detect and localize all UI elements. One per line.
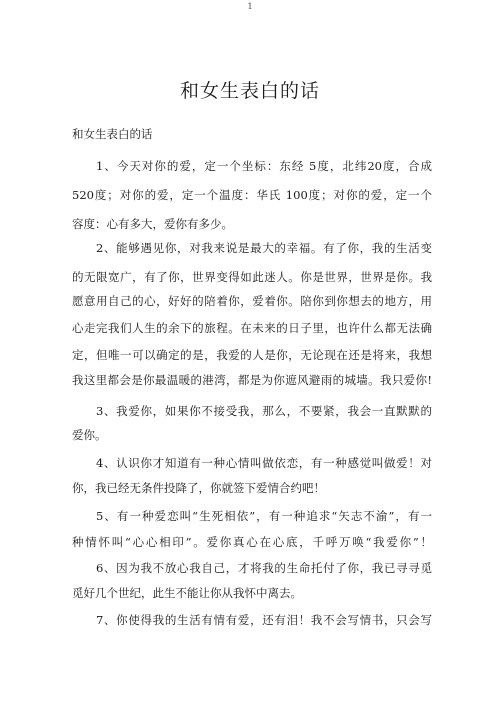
paragraph-line: 种情怀叫“心心相印”。爱你真心在心底，千呼万唤“我爱你”！ <box>72 535 432 549</box>
paragraph-line: 5、有一种爱恋叫“生死相依”，有一种追求“矢志不渝”，有一 <box>96 509 432 523</box>
paragraph-line: 我这里都会是你最温暖的港湾，都是为你遮风避雨的城墙。我只爱你! <box>72 373 432 387</box>
paragraph-line: 520度；对你的爱，定一个温度：华氏 100度；对你的爱，定一个 <box>72 188 432 202</box>
subtitle: 和女生表白的话 <box>72 127 153 141</box>
paragraph-line: 愿意用自己的心，好好的陪着你，爱着你。陪你到你想去的地方，用 <box>72 294 432 308</box>
paragraph-line: 3、我爱你，如果你不接受我，那么，不要紧，我会一直默默的 <box>96 404 432 418</box>
paragraph-line: 定，但唯一可以确定的是，我爱的人是你，无论现在还是将来，我想 <box>72 348 432 362</box>
paragraph-line: 觅好几个世纪，此生不能让你从我怀中离去。 <box>72 586 302 600</box>
paragraph-line: 爱你。 <box>72 428 107 442</box>
paragraph-line: 2、能够遇见你，对我来说是最大的幸福。有了你，我的生活变 <box>96 241 432 255</box>
paragraph-line: 1、今天对你的爱，定一个坐标：东经 5度，北纬20度，合成 <box>96 159 432 173</box>
document-title: 和女生表白的话 <box>179 80 320 102</box>
paragraph-line: 心走完我们人生的余下的旅程。在未来的日子里，也许什么都无法确 <box>72 321 432 335</box>
paragraph-line: 7、你使得我的生活有情有爱，还有泪！我不会写情书，只会写 <box>96 613 432 627</box>
paragraph-line: 4、认识你才知道有一种心情叫做依恋，有一种感觉叫做爱！对 <box>96 456 432 470</box>
paragraph-line: 的无限宽广，有了你，世界变得如此迷人。你是世界，世界是你。我 <box>72 270 432 284</box>
page-number: 1 <box>247 2 253 11</box>
paragraph-line: 6、因为我不放心我自己，才将我的生命托付了你，我已寻寻觅 <box>96 561 432 575</box>
paragraph-line: 你，我已经无条件投降了，你就签下爱情合约吧！ <box>72 481 325 495</box>
paragraph-line: 容度：心有多大，爱你有多少。 <box>72 217 233 231</box>
